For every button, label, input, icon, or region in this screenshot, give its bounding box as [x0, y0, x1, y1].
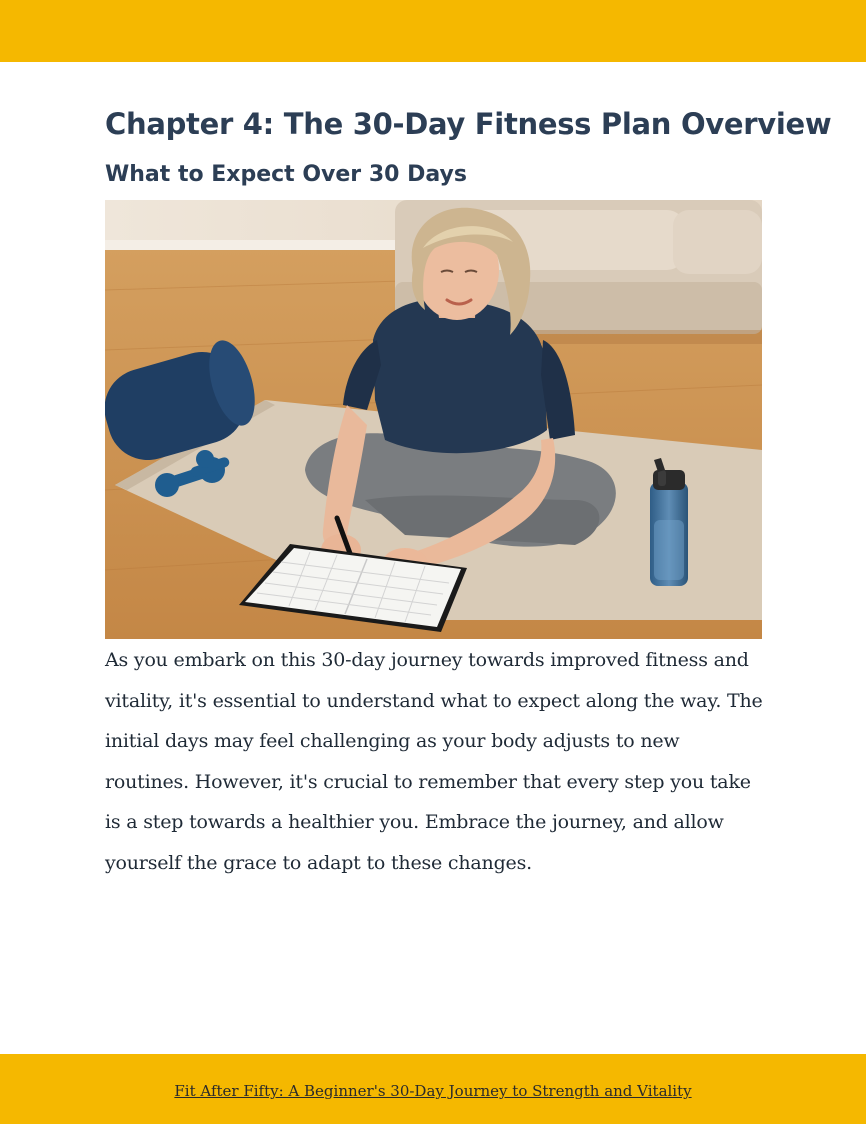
- chapter-title: Chapter 4: The 30-Day Fitness Plan Overview: [105, 107, 832, 141]
- section-title: What to Expect Over 30 Days: [105, 162, 467, 187]
- chapter-photo: [105, 200, 762, 639]
- top-accent-band: [0, 0, 866, 62]
- body-paragraph: As you embark on this 30-day journey towards improved fitness and vitality, it's essential to understand what to expect along the way. The initial days may feel challenging as your body adjusts to new routines. However, it's crucial to remember that every step you take is a step towards a healthier you. Embrace the journey, and allow yourself the grace to adapt to these changes.: [105, 649, 763, 874]
- footer-book-title-link[interactable]: Fit After Fifty: A Beginner's 30-Day Journey to Strength and Vitality: [174, 1082, 692, 1100]
